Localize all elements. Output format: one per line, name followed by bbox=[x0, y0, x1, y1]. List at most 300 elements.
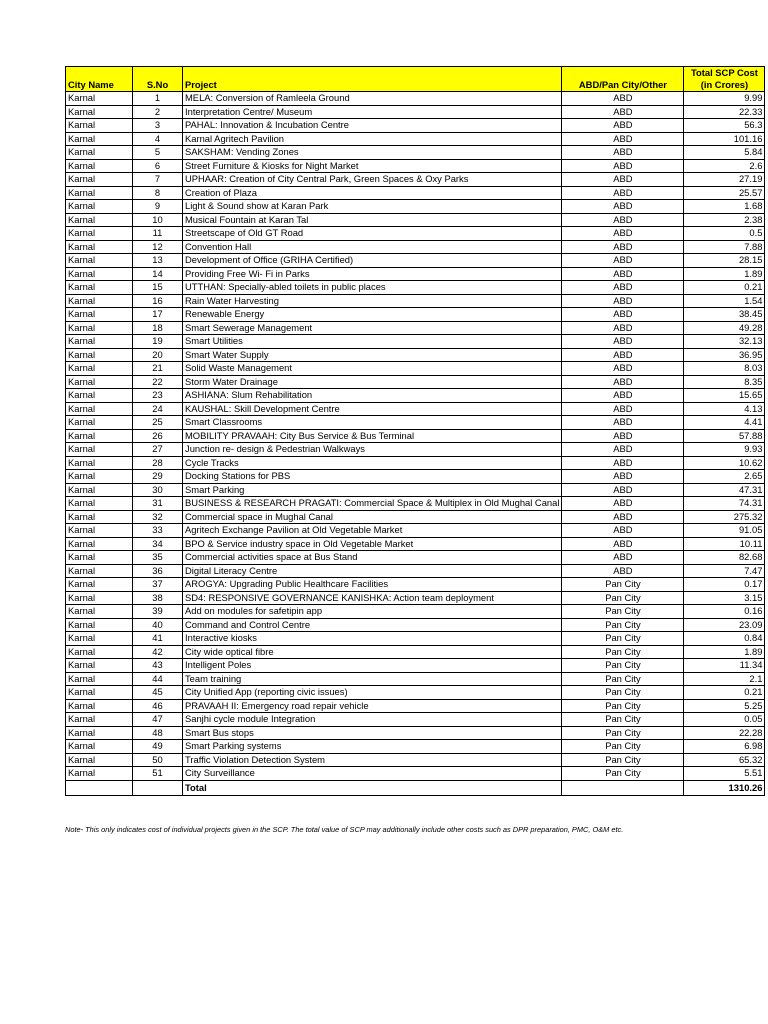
table-row bbox=[66, 389, 765, 403]
cell-cost: 10.62 bbox=[684, 456, 765, 470]
total-label: Total bbox=[183, 780, 562, 795]
cell-cost: 28.15 bbox=[684, 254, 765, 268]
cell-sno: 30 bbox=[133, 483, 183, 497]
cell-city: Karnal bbox=[66, 294, 133, 308]
cell-project: Streetscape of Old GT Road bbox=[183, 227, 562, 241]
cell-cost: 3.15 bbox=[684, 591, 765, 605]
cell-sno: 40 bbox=[133, 618, 183, 632]
cell-city: Karnal bbox=[66, 470, 133, 484]
cell-cost: 4.13 bbox=[684, 402, 765, 416]
header-cost-line1: Total SCP Cost bbox=[691, 67, 758, 78]
table-row bbox=[66, 497, 765, 511]
cell-sno: 6 bbox=[133, 159, 183, 173]
table-row bbox=[66, 564, 765, 578]
table-row bbox=[66, 510, 765, 524]
cell-sno: 17 bbox=[133, 308, 183, 322]
cell-city: Karnal bbox=[66, 375, 133, 389]
cell-city: Karnal bbox=[66, 740, 133, 754]
cell-sno: 23 bbox=[133, 389, 183, 403]
table-row bbox=[66, 267, 765, 281]
cell-project: City Unified App (reporting civic issues) bbox=[183, 686, 562, 700]
cell-city: Karnal bbox=[66, 591, 133, 605]
cell-cost: 11.34 bbox=[684, 659, 765, 673]
table-row bbox=[66, 699, 765, 713]
header-cost-line2: (in Crores) bbox=[700, 79, 749, 90]
cell-sno: 1 bbox=[133, 92, 183, 106]
cell-city: Karnal bbox=[66, 564, 133, 578]
cell-cost: 0.84 bbox=[684, 632, 765, 646]
cell-type: ABD bbox=[562, 267, 684, 281]
cell-cost: 5.51 bbox=[684, 767, 765, 781]
cell-type: ABD bbox=[562, 294, 684, 308]
cell-city: Karnal bbox=[66, 429, 133, 443]
cell-cost: 0.16 bbox=[684, 605, 765, 619]
cell-project: PAHAL: Innovation & Incubation Centre bbox=[183, 119, 562, 133]
total-empty-sno bbox=[133, 780, 183, 795]
cell-project: Creation of Plaza bbox=[183, 186, 562, 200]
cell-sno: 2 bbox=[133, 105, 183, 119]
cell-city: Karnal bbox=[66, 483, 133, 497]
cell-project: Development of Office (GRIHA Certified) bbox=[183, 254, 562, 268]
cell-city: Karnal bbox=[66, 618, 133, 632]
cell-cost: 65.32 bbox=[684, 753, 765, 767]
cell-city: Karnal bbox=[66, 362, 133, 376]
cell-sno: 44 bbox=[133, 672, 183, 686]
cell-project: SAKSHAM: Vending Zones bbox=[183, 146, 562, 160]
cell-cost: 9.99 bbox=[684, 92, 765, 106]
cell-sno: 19 bbox=[133, 335, 183, 349]
cell-sno: 27 bbox=[133, 443, 183, 457]
table-row bbox=[66, 294, 765, 308]
cell-cost: 9.93 bbox=[684, 443, 765, 457]
cell-type: ABD bbox=[562, 510, 684, 524]
cell-type: Pan City bbox=[562, 726, 684, 740]
cell-project: Team training bbox=[183, 672, 562, 686]
cell-sno: 7 bbox=[133, 173, 183, 187]
cell-type: ABD bbox=[562, 200, 684, 214]
cell-sno: 51 bbox=[133, 767, 183, 781]
cell-sno: 16 bbox=[133, 294, 183, 308]
cell-city: Karnal bbox=[66, 659, 133, 673]
cell-cost: 10.11 bbox=[684, 537, 765, 551]
cell-city: Karnal bbox=[66, 537, 133, 551]
cell-type: ABD bbox=[562, 132, 684, 146]
cell-project: Commercial activities space at Bus Stand bbox=[183, 551, 562, 565]
table-row bbox=[66, 672, 765, 686]
cell-cost: 1.89 bbox=[684, 267, 765, 281]
cell-project: Street Furniture & Kiosks for Night Market bbox=[183, 159, 562, 173]
cell-project: UTTHAN: Specially-abled toilets in public places bbox=[183, 281, 562, 295]
cell-type: ABD bbox=[562, 213, 684, 227]
cell-sno: 39 bbox=[133, 605, 183, 619]
cell-project: Solid Waste Management bbox=[183, 362, 562, 376]
cell-cost: 4.41 bbox=[684, 416, 765, 430]
cell-city: Karnal bbox=[66, 389, 133, 403]
cell-cost: 2.1 bbox=[684, 672, 765, 686]
table-row bbox=[66, 456, 765, 470]
cell-cost: 23.09 bbox=[684, 618, 765, 632]
cell-project: Smart Sewerage Management bbox=[183, 321, 562, 335]
cell-project: Smart Bus stops bbox=[183, 726, 562, 740]
cell-type: Pan City bbox=[562, 618, 684, 632]
table-row bbox=[66, 119, 765, 133]
table-row bbox=[66, 470, 765, 484]
cell-cost: 0.21 bbox=[684, 686, 765, 700]
table-row bbox=[66, 483, 765, 497]
cell-sno: 14 bbox=[133, 267, 183, 281]
cell-project: MELA: Conversion of Ramleela Ground bbox=[183, 92, 562, 106]
cell-type: ABD bbox=[562, 524, 684, 538]
cell-type: ABD bbox=[562, 173, 684, 187]
cell-project: Add on modules for safetipin app bbox=[183, 605, 562, 619]
table-row bbox=[66, 429, 765, 443]
cell-project: ASHIANA: Slum Rehabilitation bbox=[183, 389, 562, 403]
cell-cost: 91.05 bbox=[684, 524, 765, 538]
cell-project: Renewable Energy bbox=[183, 308, 562, 322]
table-row bbox=[66, 591, 765, 605]
cell-cost: 82.68 bbox=[684, 551, 765, 565]
cell-cost: 22.28 bbox=[684, 726, 765, 740]
cell-sno: 11 bbox=[133, 227, 183, 241]
cell-city: Karnal bbox=[66, 686, 133, 700]
cell-sno: 25 bbox=[133, 416, 183, 430]
cell-project: Junction re- design & Pedestrian Walkways bbox=[183, 443, 562, 457]
cell-sno: 28 bbox=[133, 456, 183, 470]
cell-sno: 20 bbox=[133, 348, 183, 362]
table-row bbox=[66, 713, 765, 727]
cell-sno: 5 bbox=[133, 146, 183, 160]
total-empty-city bbox=[66, 780, 133, 795]
table-row bbox=[66, 740, 765, 754]
table-row bbox=[66, 375, 765, 389]
table-row bbox=[66, 767, 765, 781]
cell-sno: 34 bbox=[133, 537, 183, 551]
cell-city: Karnal bbox=[66, 726, 133, 740]
header-project: Project bbox=[183, 67, 562, 92]
table-row bbox=[66, 159, 765, 173]
cell-type: Pan City bbox=[562, 645, 684, 659]
cell-type: Pan City bbox=[562, 605, 684, 619]
cell-city: Karnal bbox=[66, 146, 133, 160]
cell-type: ABD bbox=[562, 497, 684, 511]
cell-type: Pan City bbox=[562, 713, 684, 727]
cell-city: Karnal bbox=[66, 335, 133, 349]
cell-city: Karnal bbox=[66, 240, 133, 254]
cell-project: Interpretation Centre/ Museum bbox=[183, 105, 562, 119]
table-row bbox=[66, 186, 765, 200]
table-row bbox=[66, 645, 765, 659]
cell-cost: 5.84 bbox=[684, 146, 765, 160]
table-row bbox=[66, 726, 765, 740]
cell-type: Pan City bbox=[562, 578, 684, 592]
cell-cost: 7.88 bbox=[684, 240, 765, 254]
cell-type: ABD bbox=[562, 362, 684, 376]
cell-sno: 48 bbox=[133, 726, 183, 740]
table-row bbox=[66, 524, 765, 538]
cell-cost: 47.31 bbox=[684, 483, 765, 497]
cell-city: Karnal bbox=[66, 92, 133, 106]
cell-city: Karnal bbox=[66, 605, 133, 619]
table-row bbox=[66, 132, 765, 146]
cell-sno: 10 bbox=[133, 213, 183, 227]
cell-city: Karnal bbox=[66, 173, 133, 187]
cell-cost: 2.38 bbox=[684, 213, 765, 227]
cell-cost: 1.89 bbox=[684, 645, 765, 659]
cell-type: ABD bbox=[562, 389, 684, 403]
table-row bbox=[66, 308, 765, 322]
cell-type: ABD bbox=[562, 402, 684, 416]
cell-type: ABD bbox=[562, 186, 684, 200]
cell-sno: 42 bbox=[133, 645, 183, 659]
cell-type: ABD bbox=[562, 105, 684, 119]
cell-type: ABD bbox=[562, 146, 684, 160]
cell-type: ABD bbox=[562, 227, 684, 241]
table-row bbox=[66, 227, 765, 241]
cell-project: Smart Parking systems bbox=[183, 740, 562, 754]
cell-city: Karnal bbox=[66, 321, 133, 335]
table-row bbox=[66, 551, 765, 565]
cell-cost: 1.54 bbox=[684, 294, 765, 308]
cell-cost: 25.57 bbox=[684, 186, 765, 200]
cell-project: AROGYA: Upgrading Public Healthcare Facilities bbox=[183, 578, 562, 592]
cell-city: Karnal bbox=[66, 105, 133, 119]
cell-cost: 0.05 bbox=[684, 713, 765, 727]
cell-cost: 27.19 bbox=[684, 173, 765, 187]
cell-project: BUSINESS & RESEARCH PRAGATI: Commercial Space & Multiplex in Old Mughal Canal bbox=[183, 497, 562, 511]
cell-project: Karnal Agritech Pavilion bbox=[183, 132, 562, 146]
table-row bbox=[66, 659, 765, 673]
cell-type: ABD bbox=[562, 159, 684, 173]
cell-project: MOBILITY PRAVAAH: City Bus Service & Bus Terminal bbox=[183, 429, 562, 443]
cell-cost: 32.13 bbox=[684, 335, 765, 349]
table-row bbox=[66, 753, 765, 767]
cell-cost: 1.68 bbox=[684, 200, 765, 214]
cell-sno: 47 bbox=[133, 713, 183, 727]
cell-project: Intelligent Poles bbox=[183, 659, 562, 673]
cell-city: Karnal bbox=[66, 578, 133, 592]
cell-project: Rain Water Harvesting bbox=[183, 294, 562, 308]
cell-sno: 38 bbox=[133, 591, 183, 605]
cell-city: Karnal bbox=[66, 402, 133, 416]
cell-type: ABD bbox=[562, 443, 684, 457]
cell-city: Karnal bbox=[66, 510, 133, 524]
cell-sno: 43 bbox=[133, 659, 183, 673]
cell-type: Pan City bbox=[562, 740, 684, 754]
cell-type: ABD bbox=[562, 429, 684, 443]
cell-type: ABD bbox=[562, 416, 684, 430]
cell-cost: 7.47 bbox=[684, 564, 765, 578]
cell-city: Karnal bbox=[66, 227, 133, 241]
cell-sno: 50 bbox=[133, 753, 183, 767]
table-row bbox=[66, 146, 765, 160]
cell-project: Convention Hall bbox=[183, 240, 562, 254]
header-city-name: City Name bbox=[66, 67, 133, 92]
table-row bbox=[66, 240, 765, 254]
cell-type: ABD bbox=[562, 564, 684, 578]
cell-project: KAUSHAL: Skill Development Centre bbox=[183, 402, 562, 416]
cell-cost: 0.17 bbox=[684, 578, 765, 592]
header-row bbox=[66, 67, 765, 92]
cell-sno: 35 bbox=[133, 551, 183, 565]
cell-type: ABD bbox=[562, 92, 684, 106]
cell-type: ABD bbox=[562, 321, 684, 335]
cell-cost: 8.03 bbox=[684, 362, 765, 376]
cell-city: Karnal bbox=[66, 699, 133, 713]
cell-city: Karnal bbox=[66, 254, 133, 268]
cell-type: ABD bbox=[562, 240, 684, 254]
cell-city: Karnal bbox=[66, 132, 133, 146]
cell-sno: 45 bbox=[133, 686, 183, 700]
cell-city: Karnal bbox=[66, 645, 133, 659]
cell-type: ABD bbox=[562, 308, 684, 322]
cell-project: Docking Stations for PBS bbox=[183, 470, 562, 484]
cell-cost: 8.35 bbox=[684, 375, 765, 389]
footnote: Note- This only indicates cost of individual projects given in the SCP. The total value of SCP may additionally include other costs such as DPR preparation, PMC, O&M etc. bbox=[65, 825, 624, 834]
table-row bbox=[66, 618, 765, 632]
cell-sno: 32 bbox=[133, 510, 183, 524]
cell-city: Karnal bbox=[66, 159, 133, 173]
cell-project: Agritech Exchange Pavilion at Old Vegetable Market bbox=[183, 524, 562, 538]
cell-sno: 8 bbox=[133, 186, 183, 200]
cell-project: Sanjhi cycle module Integration bbox=[183, 713, 562, 727]
table-row bbox=[66, 605, 765, 619]
table-row bbox=[66, 402, 765, 416]
cell-project: Digital Literacy Centre bbox=[183, 564, 562, 578]
header-cost bbox=[684, 67, 765, 92]
cell-project: Musical Fountain at Karan Tal bbox=[183, 213, 562, 227]
cell-cost: 101.16 bbox=[684, 132, 765, 146]
cell-cost: 275.32 bbox=[684, 510, 765, 524]
cell-city: Karnal bbox=[66, 186, 133, 200]
total-row bbox=[66, 780, 765, 795]
cell-cost: 57.88 bbox=[684, 429, 765, 443]
cell-type: ABD bbox=[562, 119, 684, 133]
cell-type: Pan City bbox=[562, 672, 684, 686]
cell-city: Karnal bbox=[66, 524, 133, 538]
table-row bbox=[66, 105, 765, 119]
cell-project: BPO & Service industry space in Old Vegetable Market bbox=[183, 537, 562, 551]
cell-cost: 36.95 bbox=[684, 348, 765, 362]
cell-project: Smart Classrooms bbox=[183, 416, 562, 430]
cell-type: Pan City bbox=[562, 632, 684, 646]
cell-sno: 46 bbox=[133, 699, 183, 713]
cell-cost: 22.33 bbox=[684, 105, 765, 119]
cell-project: Cycle Tracks bbox=[183, 456, 562, 470]
total-value: 1310.26 bbox=[684, 780, 765, 795]
cell-city: Karnal bbox=[66, 213, 133, 227]
cell-sno: 33 bbox=[133, 524, 183, 538]
cell-city: Karnal bbox=[66, 416, 133, 430]
table-row bbox=[66, 335, 765, 349]
cell-city: Karnal bbox=[66, 348, 133, 362]
cell-sno: 15 bbox=[133, 281, 183, 295]
cell-type: Pan City bbox=[562, 659, 684, 673]
cell-project: UPHAAR: Creation of City Central Park, Green Spaces & Oxy Parks bbox=[183, 173, 562, 187]
cell-sno: 12 bbox=[133, 240, 183, 254]
cell-project: Interactive kiosks bbox=[183, 632, 562, 646]
cell-cost: 5.25 bbox=[684, 699, 765, 713]
cell-project: Storm Water Drainage bbox=[183, 375, 562, 389]
table-row bbox=[66, 443, 765, 457]
cell-city: Karnal bbox=[66, 551, 133, 565]
cell-project: Providing Free Wi- Fi in Parks bbox=[183, 267, 562, 281]
table-row bbox=[66, 321, 765, 335]
cell-sno: 18 bbox=[133, 321, 183, 335]
cell-project: City Surveillance bbox=[183, 767, 562, 781]
cell-sno: 26 bbox=[133, 429, 183, 443]
table-row bbox=[66, 213, 765, 227]
table-row bbox=[66, 416, 765, 430]
cell-city: Karnal bbox=[66, 767, 133, 781]
cell-sno: 13 bbox=[133, 254, 183, 268]
cell-type: ABD bbox=[562, 551, 684, 565]
cell-sno: 37 bbox=[133, 578, 183, 592]
cell-cost: 2.65 bbox=[684, 470, 765, 484]
cell-sno: 49 bbox=[133, 740, 183, 754]
table-row bbox=[66, 254, 765, 268]
header-sno: S.No bbox=[133, 67, 183, 92]
cell-type: Pan City bbox=[562, 767, 684, 781]
cell-city: Karnal bbox=[66, 456, 133, 470]
cell-cost: 38.45 bbox=[684, 308, 765, 322]
cell-project: City wide optical fibre bbox=[183, 645, 562, 659]
cell-sno: 24 bbox=[133, 402, 183, 416]
table-row bbox=[66, 200, 765, 214]
cell-project: Smart Parking bbox=[183, 483, 562, 497]
cell-city: Karnal bbox=[66, 308, 133, 322]
cell-type: ABD bbox=[562, 470, 684, 484]
cell-sno: 3 bbox=[133, 119, 183, 133]
table-row bbox=[66, 632, 765, 646]
cell-type: ABD bbox=[562, 537, 684, 551]
table-row bbox=[66, 578, 765, 592]
cell-type: Pan City bbox=[562, 699, 684, 713]
header-type: ABD/Pan City/Other bbox=[562, 67, 684, 92]
table-row bbox=[66, 537, 765, 551]
cell-type: ABD bbox=[562, 456, 684, 470]
cell-type: ABD bbox=[562, 483, 684, 497]
cell-city: Karnal bbox=[66, 200, 133, 214]
cell-project: Smart Water Supply bbox=[183, 348, 562, 362]
project-cost-table bbox=[65, 66, 765, 796]
cell-sno: 36 bbox=[133, 564, 183, 578]
cell-type: ABD bbox=[562, 254, 684, 268]
cell-type: ABD bbox=[562, 348, 684, 362]
cell-project: Command and Control Centre bbox=[183, 618, 562, 632]
cell-city: Karnal bbox=[66, 713, 133, 727]
cell-project: PRAVAAH II: Emergency road repair vehicle bbox=[183, 699, 562, 713]
cell-cost: 15.65 bbox=[684, 389, 765, 403]
cell-sno: 29 bbox=[133, 470, 183, 484]
cell-cost: 49.28 bbox=[684, 321, 765, 335]
cell-project: Smart Utilities bbox=[183, 335, 562, 349]
cell-city: Karnal bbox=[66, 281, 133, 295]
cell-city: Karnal bbox=[66, 632, 133, 646]
cell-cost: 0.5 bbox=[684, 227, 765, 241]
cell-city: Karnal bbox=[66, 497, 133, 511]
table-row bbox=[66, 92, 765, 106]
cell-sno: 41 bbox=[133, 632, 183, 646]
table-row bbox=[66, 173, 765, 187]
cell-cost: 6.98 bbox=[684, 740, 765, 754]
table-row bbox=[66, 348, 765, 362]
cell-type: Pan City bbox=[562, 591, 684, 605]
cell-cost: 2.6 bbox=[684, 159, 765, 173]
cell-project: Traffic Violation Detection System bbox=[183, 753, 562, 767]
cell-sno: 21 bbox=[133, 362, 183, 376]
cell-city: Karnal bbox=[66, 119, 133, 133]
cell-city: Karnal bbox=[66, 267, 133, 281]
